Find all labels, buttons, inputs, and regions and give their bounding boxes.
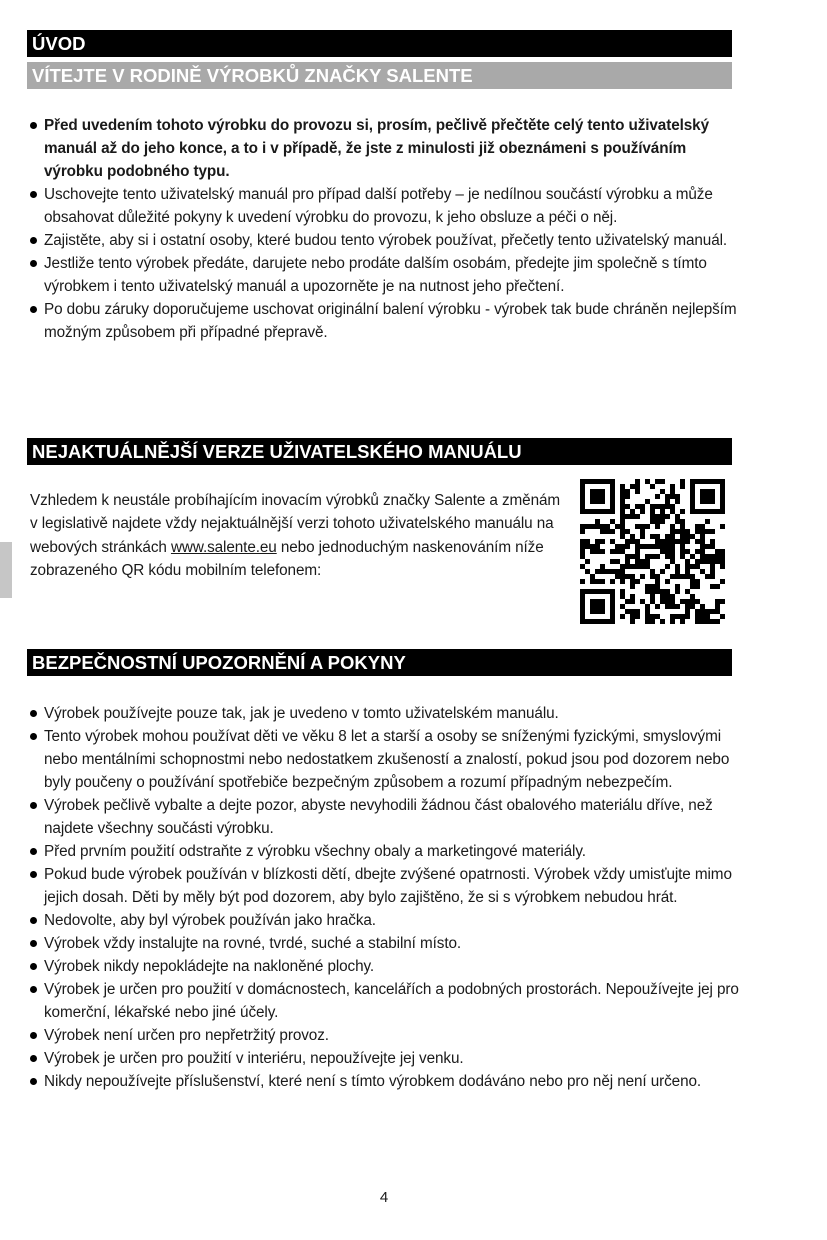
list-item: Jestliže tento výrobek předáte, darujete nebo prodáte dalším osobám, předejte jim společně s tímto výrobkem i tento uživatelský manuál a upozorněte je na nutnost jeho přečtení. bbox=[27, 252, 739, 298]
list-item: Výrobek je určen pro použití v domácnostech, kancelářích a podobných prostorách. Nepoužívejte jej pro komerční, lékařské nebo jiné účely. bbox=[27, 978, 739, 1024]
list-item: Výrobek je určen pro použití v interiéru, nepoužívejte jej venku. bbox=[27, 1047, 739, 1070]
list-item: Tento výrobek mohou používat děti ve věku 8 let a starší a osoby se sníženými fyzickými, smyslovými nebo mentálními schopnostmi nebo nedostatkem zkušeností a znalostí, pokud jsou pod dozorem nebo byly poučeny o používání spotřebiče bezpečným způsobem a rozumí případným nebezpečím. bbox=[27, 725, 739, 794]
manual-version-paragraph bbox=[30, 489, 570, 582]
section-header-intro: ÚVOD bbox=[27, 30, 732, 57]
list-item: Výrobek pečlivě vybalte a dejte pozor, abyste nevyhodili žádnou část obalového materiálu dříve, než najdete všechny součásti výrobku. bbox=[27, 794, 739, 840]
list-item: Pokud bude výrobek používán v blízkosti dětí, dbejte zvýšené opatrnosti. Výrobek vždy umisťujte mimo jejich dosah. Děti by měly být pod dozorem, aby bylo zajištěno, že si s výrobkem nebudou hrát. bbox=[27, 863, 739, 909]
side-tab-marker bbox=[0, 542, 12, 598]
list-item: Před prvním použití odstraňte z výrobku všechny obaly a marketingové materiály. bbox=[27, 840, 739, 863]
list-item: Výrobek používejte pouze tak, jak je uvedeno v tomto uživatelském manuálu. bbox=[27, 702, 739, 725]
page-number: 4 bbox=[379, 1189, 389, 1206]
list-item: Nikdy nepoužívejte příslušenství, které není s tímto výrobkem dodáváno nebo pro něj není určeno. bbox=[27, 1070, 739, 1093]
list-item: Po dobu záruky doporučujeme uschovat originální balení výrobku - výrobek tak bude chráněn nejlepším možným způsobem při případné přepravě. bbox=[27, 298, 739, 344]
section-header-welcome: VÍTEJTE V RODINĚ VÝROBKŮ ZNAČKY SALENTE bbox=[27, 62, 732, 89]
list-item: Výrobek nikdy nepokládejte na nakloněné plochy. bbox=[27, 955, 739, 978]
section-header-manual-version: NEJAKTUÁLNĚJŠÍ VERZE UŽIVATELSKÉHO MANUÁLU bbox=[27, 438, 732, 465]
intro-list bbox=[27, 114, 739, 344]
list-item: Nedovolte, aby byl výrobek používán jako hračka. bbox=[27, 909, 739, 932]
manual-text-after-link: nebo jednoduchým naskenováním níže zobrazeného QR kódu mobilním telefonem: bbox=[30, 538, 544, 579]
section-header-safety: BEZPEČNOSTNÍ UPOZORNĚNÍ A POKYNY bbox=[27, 649, 732, 676]
list-item: Uschovejte tento uživatelský manuál pro případ další potřeby – je nedílnou součástí výrobku a může obsahovat důležité pokyny k uvedení výrobku do provozu, k jeho obsluze a péči o něj. bbox=[27, 183, 739, 229]
salente-website-link[interactable]: www.salente.eu bbox=[170, 538, 277, 556]
qr-code-icon bbox=[580, 479, 725, 624]
manual-text-before-link: Vzhledem k neustále probíhajícím inovacím výrobků značky Salente a změnám v legislativě najdete vždy nejaktuálnější verzi tohoto uživatelského manuálu na webových stránkách bbox=[30, 492, 561, 556]
list-item: Zajistěte, aby si i ostatní osoby, které budou tento výrobek používat, přečetly tento uživatelský manuál. bbox=[27, 229, 739, 252]
list-item: Výrobek není určen pro nepřetržitý provoz. bbox=[27, 1024, 739, 1047]
list-item: Před uvedením tohoto výrobku do provozu si, prosím, pečlivě přečtěte celý tento uživatelský manuál až do jeho konce, a to i v případě, že jste z minulosti již obeznámeni s používáním výrobku podobného typu. bbox=[27, 114, 739, 183]
safety-list bbox=[27, 702, 739, 1093]
list-item: Výrobek vždy instalujte na rovné, tvrdé, suché a stabilní místo. bbox=[27, 932, 739, 955]
